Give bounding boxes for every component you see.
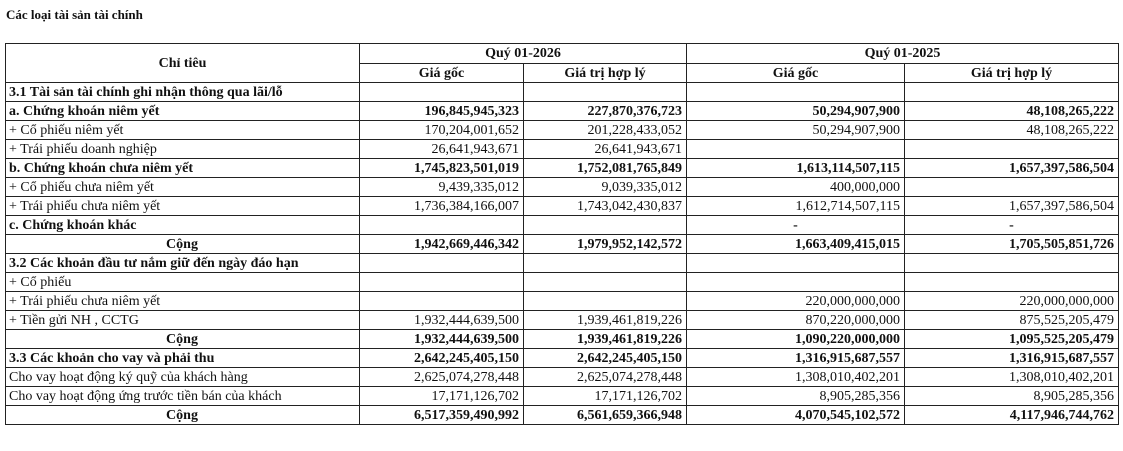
- cell-gia-tri-hop-ly-2025: 1,316,915,687,557: [905, 349, 1119, 368]
- row-label: Cộng: [6, 330, 360, 349]
- table-row: [6, 235, 1119, 254]
- cell-gia-goc-2026: 1,942,669,446,342: [360, 235, 524, 254]
- cell-gia-goc-2026: 17,171,126,702: [360, 387, 524, 406]
- cell-gia-tri-hop-ly-2026: 201,228,433,052: [524, 121, 687, 140]
- table-row: [6, 83, 1119, 102]
- table-row: [6, 216, 1119, 235]
- row-label: + Trái phiếu chưa niêm yết: [6, 197, 360, 216]
- cell-gia-goc-2025: 1,613,114,507,115: [687, 159, 905, 178]
- cell-gia-goc-2025: [687, 83, 905, 102]
- financial-assets-table: [5, 43, 1119, 425]
- cell-gia-goc-2026: 196,845,945,323: [360, 102, 524, 121]
- cell-gia-tri-hop-ly-2025: [905, 273, 1119, 292]
- cell-gia-tri-hop-ly-2025: [905, 140, 1119, 159]
- header-chi-tieu: Chỉ tiêu: [6, 44, 360, 83]
- cell-gia-goc-2025: 8,905,285,356: [687, 387, 905, 406]
- cell-gia-tri-hop-ly-2025: [905, 83, 1119, 102]
- table-row: [6, 159, 1119, 178]
- cell-gia-tri-hop-ly-2025: 48,108,265,222: [905, 121, 1119, 140]
- cell-gia-tri-hop-ly-2025: 1,095,525,205,479: [905, 330, 1119, 349]
- table-row: [6, 254, 1119, 273]
- cell-gia-goc-2025: 1,090,220,000,000: [687, 330, 905, 349]
- table-row: [6, 292, 1119, 311]
- table-row: [6, 368, 1119, 387]
- header-row-periods: [6, 44, 1119, 64]
- cell-gia-tri-hop-ly-2025: 1,657,397,586,504: [905, 197, 1119, 216]
- cell-gia-tri-hop-ly-2026: [524, 216, 687, 235]
- table-row: [6, 140, 1119, 159]
- row-label: c. Chứng khoán khác: [6, 216, 360, 235]
- cell-gia-tri-hop-ly-2026: 227,870,376,723: [524, 102, 687, 121]
- cell-gia-tri-hop-ly-2026: [524, 254, 687, 273]
- table-row: [6, 330, 1119, 349]
- cell-gia-goc-2026: 1,736,384,166,007: [360, 197, 524, 216]
- cell-gia-tri-hop-ly-2026: 17,171,126,702: [524, 387, 687, 406]
- row-label: Cho vay hoạt động ký quỹ của khách hàng: [6, 368, 360, 387]
- row-label: 3.2 Các khoản đầu tư nắm giữ đến ngày đáo hạn: [6, 254, 360, 273]
- row-label: + Tiền gửi NH , CCTG: [6, 311, 360, 330]
- cell-gia-tri-hop-ly-2025: 8,905,285,356: [905, 387, 1119, 406]
- cell-gia-tri-hop-ly-2025: -: [905, 216, 1119, 235]
- cell-gia-goc-2025: 1,308,010,402,201: [687, 368, 905, 387]
- cell-gia-tri-hop-ly-2026: 2,642,245,405,150: [524, 349, 687, 368]
- table-row: [6, 387, 1119, 406]
- cell-gia-goc-2025: 50,294,907,900: [687, 121, 905, 140]
- cell-gia-tri-hop-ly-2026: 1,752,081,765,849: [524, 159, 687, 178]
- header-gia-goc-2026: Giá gốc: [360, 64, 524, 83]
- cell-gia-goc-2026: 2,642,245,405,150: [360, 349, 524, 368]
- cell-gia-tri-hop-ly-2025: 48,108,265,222: [905, 102, 1119, 121]
- row-label: 3.1 Tài sản tài chính ghi nhận thông qua lãi/lỗ: [6, 83, 360, 102]
- cell-gia-tri-hop-ly-2026: 1,743,042,430,837: [524, 197, 687, 216]
- table-row: [6, 311, 1119, 330]
- cell-gia-goc-2025: 1,612,714,507,115: [687, 197, 905, 216]
- cell-gia-goc-2025: 220,000,000,000: [687, 292, 905, 311]
- cell-gia-tri-hop-ly-2025: 220,000,000,000: [905, 292, 1119, 311]
- row-label: + Cổ phiếu chưa niêm yết: [6, 178, 360, 197]
- cell-gia-goc-2026: 2,625,074,278,448: [360, 368, 524, 387]
- row-label: Cộng: [6, 406, 360, 425]
- cell-gia-goc-2025: [687, 273, 905, 292]
- row-label: 3.3 Các khoản cho vay và phải thu: [6, 349, 360, 368]
- table-row: [6, 102, 1119, 121]
- cell-gia-tri-hop-ly-2026: 1,979,952,142,572: [524, 235, 687, 254]
- cell-gia-goc-2026: 1,932,444,639,500: [360, 330, 524, 349]
- row-label: + Cổ phiếu niêm yết: [6, 121, 360, 140]
- cell-gia-goc-2025: [687, 140, 905, 159]
- cell-gia-goc-2025: 4,070,545,102,572: [687, 406, 905, 425]
- cell-gia-goc-2026: 170,204,001,652: [360, 121, 524, 140]
- cell-gia-tri-hop-ly-2026: 1,939,461,819,226: [524, 330, 687, 349]
- cell-gia-tri-hop-ly-2025: 1,705,505,851,726: [905, 235, 1119, 254]
- table-row: [6, 349, 1119, 368]
- cell-gia-tri-hop-ly-2026: 6,561,659,366,948: [524, 406, 687, 425]
- header-gia-goc-2025: Giá gốc: [687, 64, 905, 83]
- cell-gia-goc-2025: 400,000,000: [687, 178, 905, 197]
- cell-gia-tri-hop-ly-2026: 2,625,074,278,448: [524, 368, 687, 387]
- header-gia-tri-hop-ly-2025: Giá trị hợp lý: [905, 64, 1119, 83]
- cell-gia-tri-hop-ly-2025: 1,657,397,586,504: [905, 159, 1119, 178]
- cell-gia-tri-hop-ly-2026: 26,641,943,671: [524, 140, 687, 159]
- row-label: Cho vay hoạt động ứng trước tiền bán của khách: [6, 387, 360, 406]
- cell-gia-goc-2026: 9,439,335,012: [360, 178, 524, 197]
- row-label: + Trái phiếu chưa niêm yết: [6, 292, 360, 311]
- cell-gia-goc-2026: 1,932,444,639,500: [360, 311, 524, 330]
- row-label: + Cổ phiếu: [6, 273, 360, 292]
- cell-gia-goc-2026: [360, 273, 524, 292]
- cell-gia-goc-2026: 26,641,943,671: [360, 140, 524, 159]
- cell-gia-goc-2026: [360, 254, 524, 273]
- cell-gia-goc-2026: [360, 216, 524, 235]
- cell-gia-goc-2025: 1,663,409,415,015: [687, 235, 905, 254]
- row-label: Cộng: [6, 235, 360, 254]
- cell-gia-goc-2026: [360, 292, 524, 311]
- table-row: [6, 406, 1119, 425]
- page-title: Các loại tài sản tài chính: [6, 7, 143, 22]
- header-period-2026: Quý 01-2026: [360, 44, 687, 64]
- cell-gia-goc-2025: 1,316,915,687,557: [687, 349, 905, 368]
- cell-gia-tri-hop-ly-2026: 9,039,335,012: [524, 178, 687, 197]
- cell-gia-goc-2025: -: [687, 216, 905, 235]
- cell-gia-tri-hop-ly-2026: [524, 273, 687, 292]
- table-row: [6, 197, 1119, 216]
- row-label: + Trái phiếu doanh nghiệp: [6, 140, 360, 159]
- cell-gia-tri-hop-ly-2025: 875,525,205,479: [905, 311, 1119, 330]
- cell-gia-tri-hop-ly-2025: 4,117,946,744,762: [905, 406, 1119, 425]
- cell-gia-tri-hop-ly-2026: [524, 292, 687, 311]
- cell-gia-goc-2025: [687, 254, 905, 273]
- cell-gia-goc-2026: 6,517,359,490,992: [360, 406, 524, 425]
- cell-gia-tri-hop-ly-2025: [905, 178, 1119, 197]
- cell-gia-tri-hop-ly-2026: 1,939,461,819,226: [524, 311, 687, 330]
- cell-gia-goc-2025: 870,220,000,000: [687, 311, 905, 330]
- header-gia-tri-hop-ly-2026: Giá trị hợp lý: [524, 64, 687, 83]
- table-row: [6, 273, 1119, 292]
- row-label: b. Chứng khoán chưa niêm yết: [6, 159, 360, 178]
- header-period-2025: Quý 01-2025: [687, 44, 1119, 64]
- cell-gia-tri-hop-ly-2026: [524, 83, 687, 102]
- table-body: [6, 83, 1119, 425]
- cell-gia-tri-hop-ly-2025: [905, 254, 1119, 273]
- row-label: a. Chứng khoán niêm yết: [6, 102, 360, 121]
- cell-gia-goc-2026: 1,745,823,501,019: [360, 159, 524, 178]
- cell-gia-goc-2025: 50,294,907,900: [687, 102, 905, 121]
- table-row: [6, 178, 1119, 197]
- table-row: [6, 121, 1119, 140]
- cell-gia-goc-2026: [360, 83, 524, 102]
- cell-gia-tri-hop-ly-2025: 1,308,010,402,201: [905, 368, 1119, 387]
